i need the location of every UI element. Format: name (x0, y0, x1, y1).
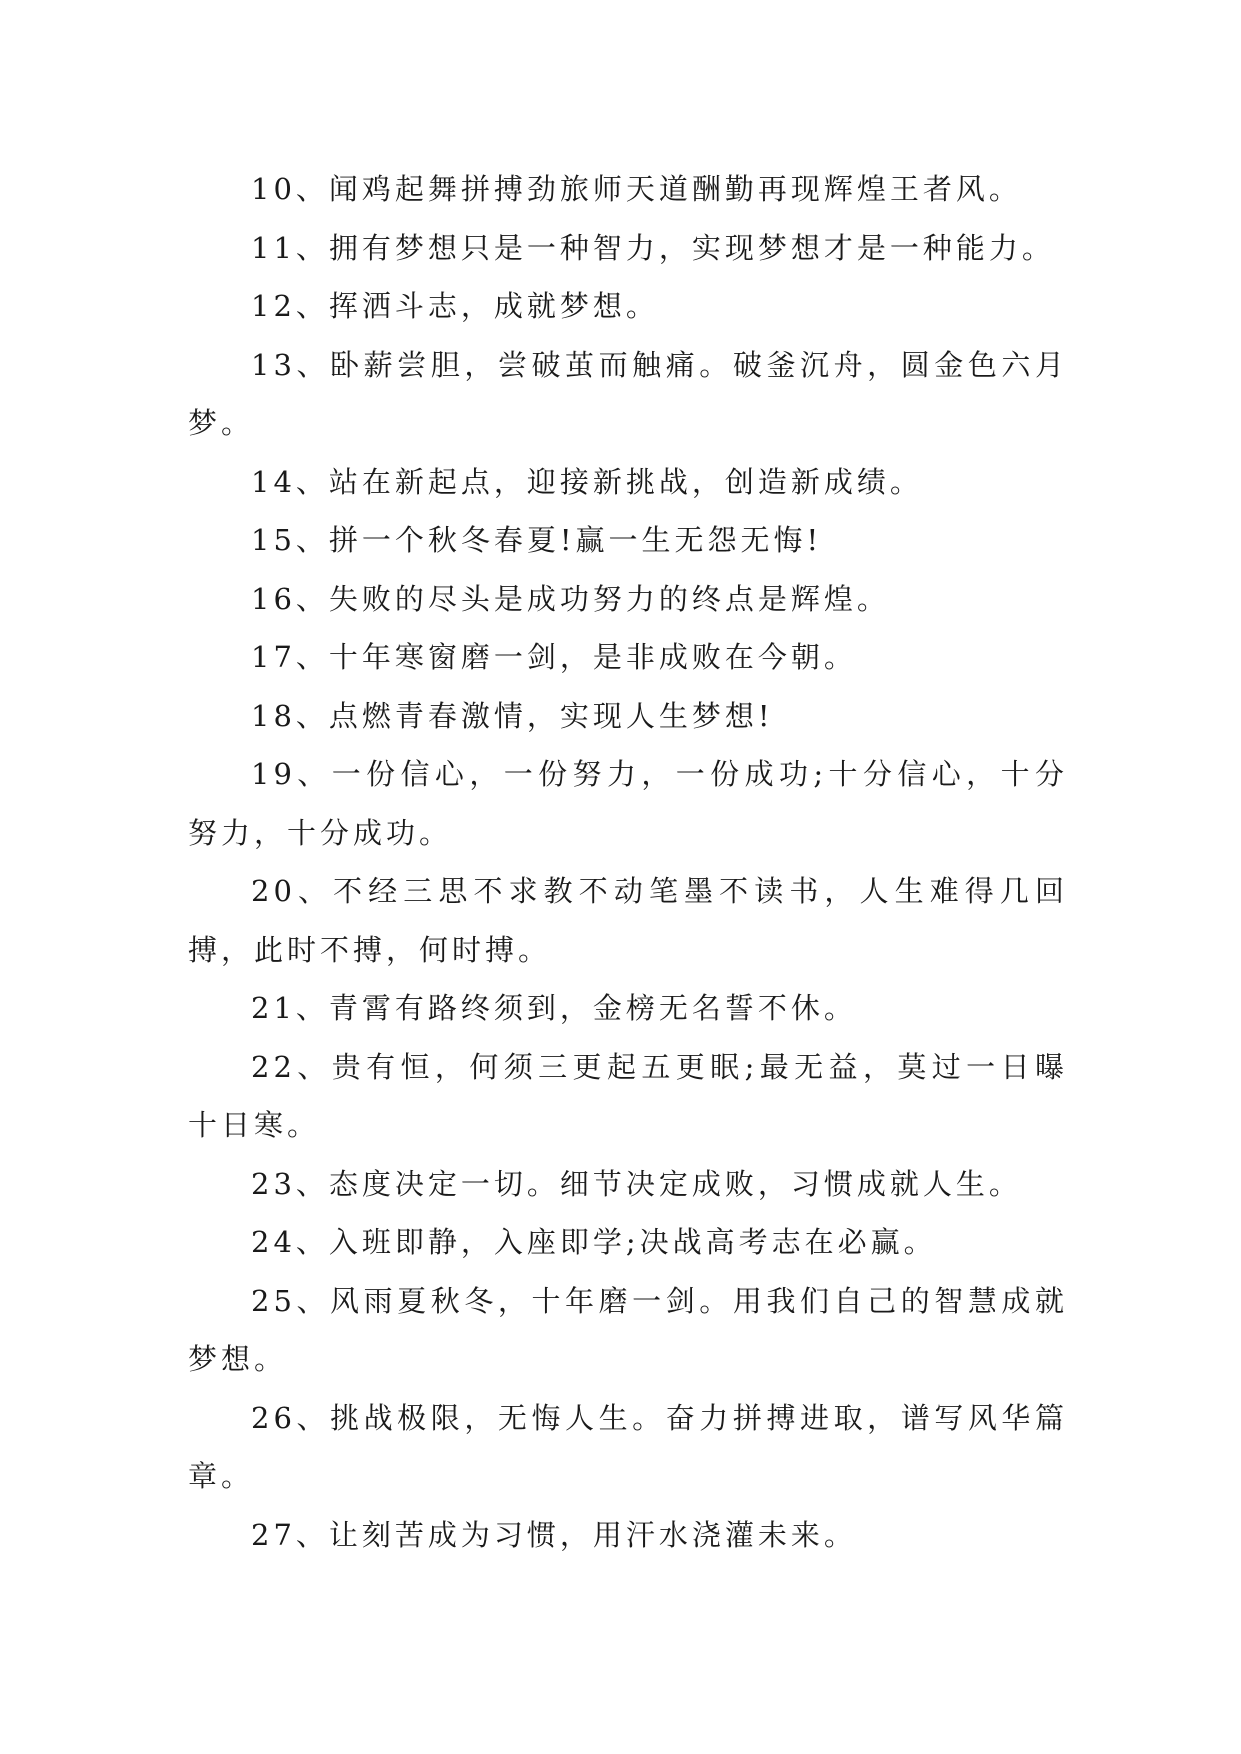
slogan-item: 11、拥有梦想只是一种智力，实现梦想才是一种能力。 (251, 230, 1055, 265)
slogan-item: 17、十年寒窗磨一剑，是非成败在今朝。 (251, 640, 857, 674)
slogan-item: 24、入班即静，入座即学;决战高考志在必赢。 (251, 1225, 937, 1259)
slogan-item: 13、卧薪尝胆，尝破茧而触痛。破釜沉舟，圆金色六月梦。 (188, 347, 1068, 440)
slogan-item: 23、态度决定一切。细节决定成败，习惯成就人生。 (251, 1166, 1022, 1201)
slogan-item: 14、站在新起点，迎接新挑战，创造新成绩。 (251, 464, 923, 499)
slogan-item: 27、让刻苦成为习惯，用汗水浇灌未来。 (251, 1517, 857, 1552)
slogan-item: 20、不经三思不求教不动笔墨不读书，人生难得几回搏，此时不搏，何时搏。 (188, 874, 1068, 967)
slogan-item: 12、挥洒斗志，成就梦想。 (251, 289, 659, 323)
slogan-item: 22、贵有恒，何须三更起五更眠;最无益，莫过一日曝十日寒。 (188, 1049, 1068, 1142)
slogan-item: 19、一份信心，一份努力，一份成功;十分信心，十分努力，十分成功。 (188, 757, 1068, 850)
slogan-item: 18、点燃青春激情，实现人生梦想! (251, 698, 774, 733)
slogan-item: 16、失败的尽头是成功努力的终点是辉煌。 (251, 581, 890, 616)
slogan-item: 26、挑战极限，无悔人生。奋力拼搏进取，谱写风华篇章。 (188, 1400, 1068, 1493)
slogan-item: 10、闻鸡起舞拼搏劲旅师天道酬勤再现辉煌王者风。 (251, 172, 1022, 206)
slogan-item: 25、风雨夏秋冬，十年磨一剑。用我们自己的智慧成就梦想。 (188, 1283, 1068, 1376)
slogan-list (188, 160, 1068, 1564)
slogan-item: 15、拼一个秋冬春夏!赢一生无怨无悔! (251, 523, 823, 557)
slogan-item: 21、青霄有路终须到，金榜无名誓不休。 (251, 991, 857, 1025)
